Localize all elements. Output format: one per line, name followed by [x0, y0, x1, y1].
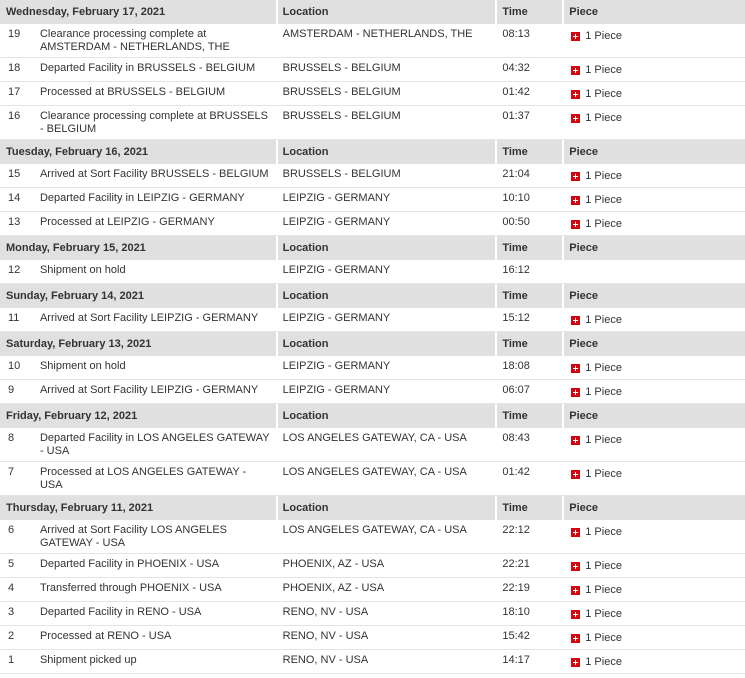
- event-time: 16:12: [502, 264, 530, 276]
- location-column-header: Location: [278, 496, 496, 520]
- event-row: [0, 212, 745, 236]
- event-piece[interactable]: [564, 308, 745, 332]
- event-row: [0, 428, 745, 462]
- event-description: Arrived at Sort Facility LEIPZIG - GERMANY: [39, 384, 259, 396]
- event-cell: [0, 428, 276, 462]
- expand-plus-icon[interactable]: [571, 32, 580, 41]
- piece-link[interactable]: 1 Piece: [585, 526, 622, 538]
- event-time: 01:37: [502, 110, 530, 122]
- event-row: [0, 520, 745, 554]
- piece-link[interactable]: 1 Piece: [585, 468, 622, 480]
- date-header-row: [0, 0, 745, 24]
- location-column-header: Location: [278, 236, 496, 260]
- date-header: Saturday, February 13, 2021: [0, 332, 276, 356]
- date-header: Thursday, February 11, 2021: [0, 496, 276, 520]
- event-piece[interactable]: [564, 188, 745, 212]
- expand-plus-icon[interactable]: [571, 172, 580, 181]
- event-location: LEIPZIG - GERMANY: [282, 384, 391, 396]
- expand-plus-icon[interactable]: [571, 658, 580, 667]
- event-location: BRUSSELS - BELGIUM: [282, 110, 401, 122]
- event-number: 14: [8, 192, 21, 204]
- piece-link[interactable]: 1 Piece: [585, 64, 622, 76]
- event-description: Departed Facility in PHOENIX - USA: [39, 558, 220, 570]
- event-description: Shipment picked up: [39, 654, 137, 666]
- expand-plus-icon[interactable]: [571, 90, 580, 99]
- event-piece[interactable]: [564, 58, 745, 82]
- event-cell: [0, 164, 276, 188]
- event-number: 13: [8, 216, 21, 228]
- event-row: [0, 462, 745, 496]
- event-number: 3: [8, 606, 15, 618]
- event-cell: [0, 188, 276, 212]
- event-cell: [0, 602, 276, 626]
- event-row: [0, 106, 745, 140]
- event-time: 00:50: [502, 216, 530, 228]
- event-row: [0, 626, 745, 650]
- event-piece[interactable]: [564, 164, 745, 188]
- expand-plus-icon[interactable]: [571, 528, 580, 537]
- event-row: [0, 380, 745, 404]
- event-location: RENO, NV - USA: [282, 630, 369, 642]
- piece-link[interactable]: 1 Piece: [585, 314, 622, 326]
- event-row: [0, 188, 745, 212]
- time-column-header: Time: [497, 284, 562, 308]
- event-row: [0, 58, 745, 82]
- event-piece[interactable]: [564, 578, 745, 602]
- event-number: 12: [8, 264, 21, 276]
- event-description: Arrived at Sort Facility LEIPZIG - GERMANY: [39, 312, 259, 324]
- event-cell: [0, 626, 276, 650]
- event-row: [0, 308, 745, 332]
- event-location: RENO, NV - USA: [282, 606, 369, 618]
- event-time: 06:07: [502, 384, 530, 396]
- event-location: AMSTERDAM - NETHERLANDS, THE: [282, 28, 473, 40]
- expand-plus-icon[interactable]: [571, 562, 580, 571]
- event-cell: [0, 24, 276, 58]
- event-location: RENO, NV - USA: [282, 654, 369, 666]
- event-number: 4: [8, 582, 15, 594]
- location-column-header: Location: [278, 404, 496, 428]
- piece-column-header: Piece: [564, 332, 745, 356]
- event-number: 9: [8, 384, 15, 396]
- event-piece[interactable]: [564, 106, 745, 140]
- event-number: 5: [8, 558, 15, 570]
- event-cell: [0, 356, 276, 380]
- piece-column-header: Piece: [564, 0, 745, 24]
- expand-plus-icon[interactable]: [571, 220, 580, 229]
- event-row: [0, 164, 745, 188]
- event-description: Arrived at Sort Facility LOS ANGELES GATEWAY - USA: [39, 524, 228, 549]
- event-location: BRUSSELS - BELGIUM: [282, 62, 401, 74]
- piece-column-header: Piece: [564, 284, 745, 308]
- piece-link[interactable]: 1 Piece: [585, 632, 622, 644]
- event-time: 15:42: [502, 630, 530, 642]
- event-location: LOS ANGELES GATEWAY, CA - USA: [282, 466, 467, 478]
- event-location: LOS ANGELES GATEWAY, CA - USA: [282, 524, 467, 536]
- piece-link[interactable]: 1 Piece: [585, 608, 622, 620]
- piece-link[interactable]: 1 Piece: [585, 434, 622, 446]
- time-column-header: Time: [497, 0, 562, 24]
- event-number: 2: [8, 630, 15, 642]
- event-location: BRUSSELS - BELGIUM: [282, 86, 401, 98]
- event-location: BRUSSELS - BELGIUM: [282, 168, 401, 180]
- event-time: 10:10: [502, 192, 530, 204]
- event-cell: [0, 106, 276, 140]
- event-number: 7: [8, 466, 15, 478]
- location-column-header: Location: [278, 140, 496, 164]
- piece-link[interactable]: 1 Piece: [585, 194, 622, 206]
- event-piece[interactable]: [564, 428, 745, 462]
- time-column-header: Time: [497, 404, 562, 428]
- piece-link[interactable]: 1 Piece: [585, 88, 622, 100]
- event-time: 04:32: [502, 62, 530, 74]
- piece-link[interactable]: 1 Piece: [585, 584, 622, 596]
- event-number: 18: [8, 62, 21, 74]
- event-piece[interactable]: [564, 212, 745, 236]
- event-piece[interactable]: [564, 356, 745, 380]
- date-header-row: [0, 404, 745, 428]
- expand-plus-icon[interactable]: [571, 436, 580, 445]
- event-time: 01:42: [502, 466, 530, 478]
- event-cell: [0, 380, 276, 404]
- event-number: 17: [8, 86, 21, 98]
- event-location: LEIPZIG - GERMANY: [282, 192, 391, 204]
- event-number: 16: [8, 110, 21, 122]
- event-description: Departed Facility in BRUSSELS - BELGIUM: [39, 62, 256, 74]
- event-number: 8: [8, 432, 15, 444]
- event-cell: [0, 58, 276, 82]
- event-row: [0, 650, 745, 674]
- location-column-header: Location: [278, 332, 496, 356]
- piece-link[interactable]: 1 Piece: [585, 30, 622, 42]
- event-piece[interactable]: [564, 554, 745, 578]
- event-description: Processed at BRUSSELS - BELGIUM: [39, 86, 226, 98]
- date-header-row: [0, 140, 745, 164]
- event-time: 08:13: [502, 28, 530, 40]
- event-location: PHOENIX, AZ - USA: [282, 582, 385, 594]
- event-time: 18:08: [502, 360, 530, 372]
- expand-plus-icon[interactable]: [571, 388, 580, 397]
- event-piece[interactable]: [564, 462, 745, 496]
- piece-column-header: Piece: [564, 404, 745, 428]
- event-time: 22:21: [502, 558, 530, 570]
- event-piece[interactable]: [564, 602, 745, 626]
- location-column-header: Location: [278, 284, 496, 308]
- event-time: 14:17: [502, 654, 530, 666]
- event-cell: [0, 462, 276, 496]
- event-location: LEIPZIG - GERMANY: [282, 216, 391, 228]
- event-cell: [0, 260, 276, 284]
- date-header-row: [0, 332, 745, 356]
- event-cell: [0, 554, 276, 578]
- piece-link[interactable]: 1 Piece: [585, 112, 622, 124]
- event-piece[interactable]: [564, 626, 745, 650]
- event-description: Clearance processing complete at BRUSSELS - BELGIUM: [39, 110, 269, 135]
- event-piece[interactable]: [564, 650, 745, 674]
- expand-plus-icon[interactable]: [571, 586, 580, 595]
- expand-plus-icon[interactable]: [571, 364, 580, 373]
- event-number: 15: [8, 168, 21, 180]
- event-time: 18:10: [502, 606, 530, 618]
- event-row: [0, 24, 745, 58]
- event-cell: [0, 520, 276, 554]
- event-description: Processed at RENO - USA: [39, 630, 172, 642]
- event-location: LEIPZIG - GERMANY: [282, 360, 391, 372]
- expand-plus-icon[interactable]: [571, 114, 580, 123]
- location-column-header: Location: [278, 0, 496, 24]
- event-description: Transferred through PHOENIX - USA: [39, 582, 222, 594]
- expand-plus-icon[interactable]: [571, 316, 580, 325]
- piece-link[interactable]: 1 Piece: [585, 656, 622, 668]
- event-time: 08:43: [502, 432, 530, 444]
- event-description: Shipment on hold: [39, 360, 126, 372]
- date-header: Monday, February 15, 2021: [0, 236, 276, 260]
- time-column-header: Time: [497, 140, 562, 164]
- date-header: Wednesday, February 17, 2021: [0, 0, 276, 24]
- piece-column-header: Piece: [564, 236, 745, 260]
- event-row: [0, 82, 745, 106]
- expand-plus-icon[interactable]: [571, 470, 580, 479]
- event-cell: [0, 212, 276, 236]
- event-number: 10: [8, 360, 21, 372]
- event-piece[interactable]: [564, 24, 745, 58]
- piece-column-header: Piece: [564, 140, 745, 164]
- event-cell: [0, 82, 276, 106]
- event-piece[interactable]: [564, 82, 745, 106]
- event-location: PHOENIX, AZ - USA: [282, 558, 385, 570]
- piece-column-header: Piece: [564, 496, 745, 520]
- event-row: [0, 554, 745, 578]
- time-column-header: Time: [497, 236, 562, 260]
- date-header-row: [0, 284, 745, 308]
- event-description: Departed Facility in RENO - USA: [39, 606, 202, 618]
- event-description: Arrived at Sort Facility BRUSSELS - BELGIUM: [39, 168, 269, 180]
- event-description: Clearance processing complete at AMSTERDAM - NETHERLANDS, THE: [39, 28, 230, 53]
- event-number: 11: [8, 312, 20, 324]
- event-piece[interactable]: [564, 520, 745, 554]
- event-piece[interactable]: [564, 380, 745, 404]
- event-piece: [564, 260, 745, 284]
- date-header: Sunday, February 14, 2021: [0, 284, 276, 308]
- row-divider: [0, 673, 745, 674]
- piece-link[interactable]: 1 Piece: [585, 170, 622, 182]
- piece-link[interactable]: 1 Piece: [585, 560, 622, 572]
- event-time: 21:04: [502, 168, 530, 180]
- event-cell: [0, 308, 276, 332]
- event-row: [0, 356, 745, 380]
- event-time: 15:12: [502, 312, 530, 324]
- event-time: 01:42: [502, 86, 530, 98]
- event-time: 22:12: [502, 524, 530, 536]
- event-row: [0, 260, 745, 284]
- event-description: Processed at LOS ANGELES GATEWAY - USA: [39, 466, 247, 491]
- event-location: LEIPZIG - GERMANY: [282, 312, 391, 324]
- event-description: Processed at LEIPZIG - GERMANY: [39, 216, 215, 228]
- date-header: Friday, February 12, 2021: [0, 404, 276, 428]
- piece-link[interactable]: 1 Piece: [585, 386, 622, 398]
- date-header-row: [0, 496, 745, 520]
- time-column-header: Time: [497, 332, 562, 356]
- date-header-row: [0, 236, 745, 260]
- event-row: [0, 578, 745, 602]
- event-description: Departed Facility in LOS ANGELES GATEWAY - USA: [39, 432, 270, 457]
- time-column-header: Time: [497, 496, 562, 520]
- event-location: LOS ANGELES GATEWAY, CA - USA: [282, 432, 467, 444]
- event-location: LEIPZIG - GERMANY: [282, 264, 391, 276]
- event-description: Shipment on hold: [39, 264, 126, 276]
- event-number: 6: [8, 524, 15, 536]
- expand-plus-icon[interactable]: [571, 634, 580, 643]
- expand-plus-icon[interactable]: [571, 610, 580, 619]
- event-description: Departed Facility in LEIPZIG - GERMANY: [39, 192, 245, 204]
- event-number: 1: [8, 654, 15, 666]
- event-cell: [0, 650, 276, 674]
- date-header: Tuesday, February 16, 2021: [0, 140, 276, 164]
- event-row: [0, 602, 745, 626]
- expand-plus-icon[interactable]: [571, 196, 580, 205]
- event-cell: [0, 578, 276, 602]
- event-time: 22:19: [502, 582, 530, 594]
- piece-link[interactable]: 1 Piece: [585, 362, 622, 374]
- piece-link[interactable]: 1 Piece: [585, 218, 622, 230]
- expand-plus-icon[interactable]: [571, 66, 580, 75]
- event-number: 19: [8, 28, 21, 40]
